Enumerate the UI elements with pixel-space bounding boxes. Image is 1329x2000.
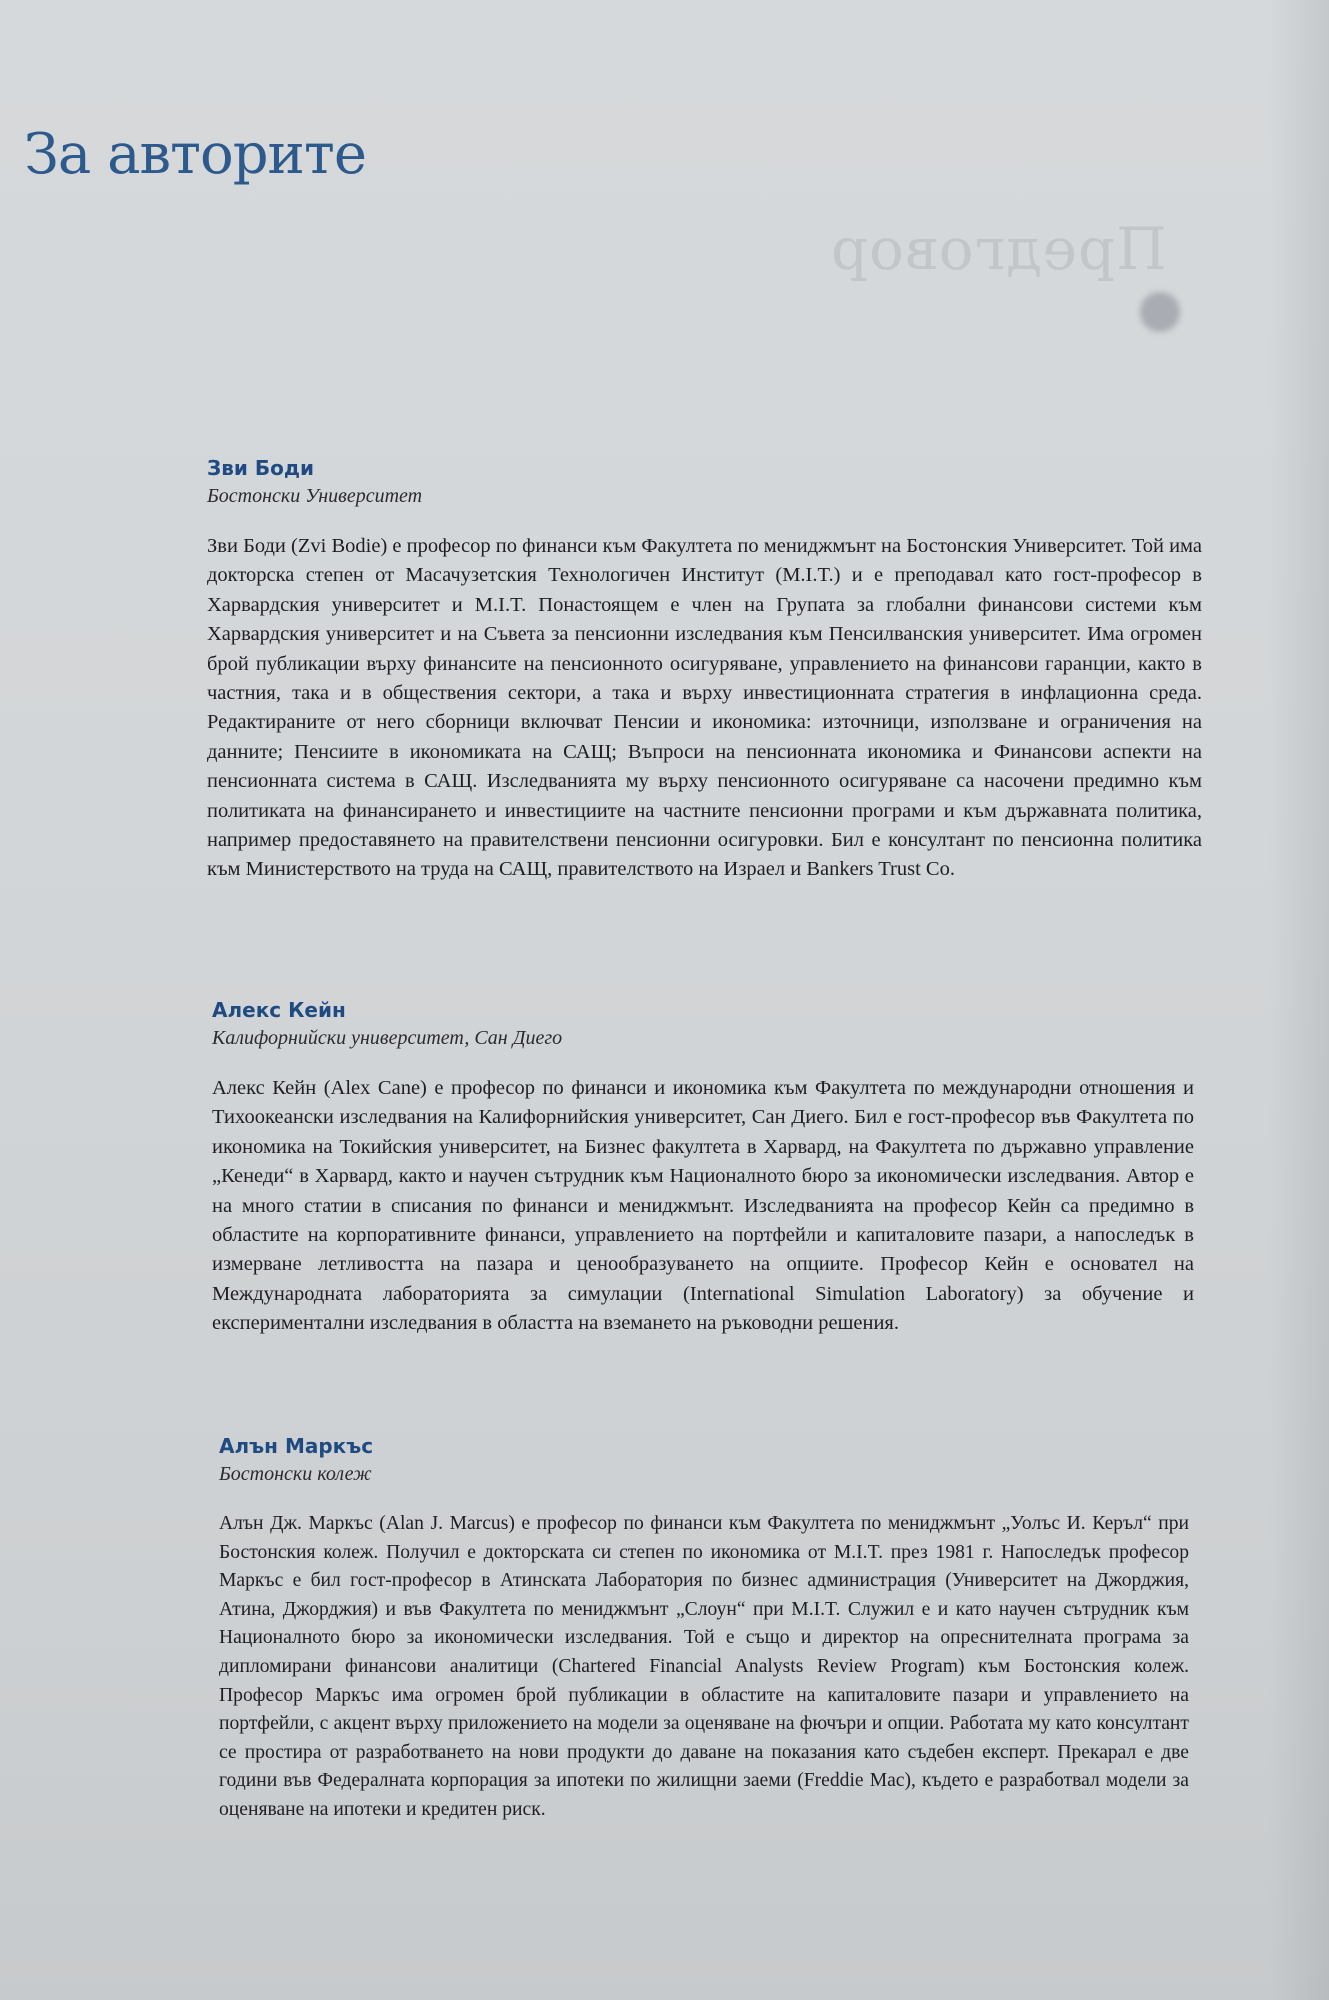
author-institution: Бостонски колеж bbox=[219, 1463, 372, 1485]
author-bio: Алън Дж. Маркъс (Alan J. Marcus) е професор по финанси към Факултета по мениджмънт „Уолъс И. Керъл“ при Бостонския колеж. Получил е докторската си степен по икономика от M.I.T. през 1981 г. Напоследък професор Маркъс е бил гост-професор в Атинската Лаборатория по бизнес администрация (Университет на Джорджия, Атина, Джорджия) и във Факултета по мениджмънт „Слоун“ при M.I.T. Служил е и като научен сътрудник към Националното бюро за икономически изследвания. Той е също и директор на опреснителната програма за дипломирани финансови аналитици (Chartered Financial Analysts Review Program) към Бостонския колеж. Професор Маркъс има огромен брой публикации в областите на капиталовите пазари и управлението на портфейли, с акцент върху приложението на модели за оценяване на фючъри и опции. Работата му като консултант се простира от разработването на нови продукти до даване на показания като съдебен експерт. Прекарал е две години във Федералната корпорация за ипотеки по жилищни заеми (Freddie Mac), където е разработвал модели за оценяване на ипотеки и кредитен риск. bbox=[219, 1513, 1189, 1820]
author-bio: Зви Боди (Zvi Bodie) е професор по финанси към Факултета по мениджмънт на Бостонския Университет. Той има докторска степен от Масачузетския Технологичен Институт (M.I.T.) и е преподавал като гост-професор в Харвардския университет и M.I.T. Понастоящем е член на Групата за глобални финансови системи към Харвардския университет и на Съвета за пенсионни изследвания към Пенсилванския университет. Има огромен брой публикации върху финансите на пенсионното осигуряване, управлението на финансови гаранции, както в частния, така и в обществения сектори, а така и върху инвестиционната стратегия в инфлационна среда. Редактираните от него сборници включват Пенсии и икономика: източници, използване и ограничения на данните; Пенсиите в икономиката на САЩ; Въпроси на пенсионната икономика и Финансови аспекти на пенсионната система в САЩ. Изследванията му върху пенсионното осигуряване са насочени предимно към политиката на финансирането и инвестициите на частните пенсионни програми и към държавната политика, например предоставянето на правителствени пенсионни осигуровки. Бил е консултант по пенсионна политика към Министерството на труда на САЩ, правителството на Израел и Bankers Trust Co. bbox=[207, 535, 1202, 881]
author-section-marcus bbox=[219, 1432, 1189, 1825]
page-edge-shadow bbox=[1269, 0, 1329, 2000]
author-section-bodie bbox=[207, 454, 1202, 885]
author-bio: Алекс Кейн (Alex Cane) е професор по финанси и икономика към Факултета по международни отношения и Тихоокеански изследвания на Калифорнийския университет, Сан Диего. Бил е гост-професор във Факултета по икономика на Токийския университет, на Бизнес факултета в Харвард, на Факултета по държавно управление „Кенеди“ в Харвард, както и научен сътрудник към Националното бюро за икономически изследвания. Автор е на много статии в списания по финанси и мениджмънт. Изследванията на професор Кейн са предимно в областите на корпоративните финанси, управлението на портфейли и капиталовите пазари, а напоследък в измерване летливостта на пазара и ценообразуването на опциите. Професор Кейн е основател на Международната лабораторията за симулации (International Simulation Laboratory) за обучение и експериментални изследвания в областта на вземането на ръководни решения. bbox=[212, 1077, 1194, 1335]
author-name: Алън Маркъс bbox=[219, 1434, 374, 1458]
author-section-cane bbox=[212, 996, 1194, 1339]
author-institution: Калифорнийски университет, Сан Диего bbox=[212, 1027, 563, 1049]
page-title: За авторите bbox=[24, 122, 366, 187]
author-institution: Бостонски Университет bbox=[207, 485, 423, 507]
author-name: Зви Боди bbox=[207, 456, 314, 480]
show-through-text: Предговор bbox=[830, 215, 1167, 283]
author-name: Алекс Кейн bbox=[212, 998, 346, 1022]
show-through-mark bbox=[1140, 292, 1180, 332]
